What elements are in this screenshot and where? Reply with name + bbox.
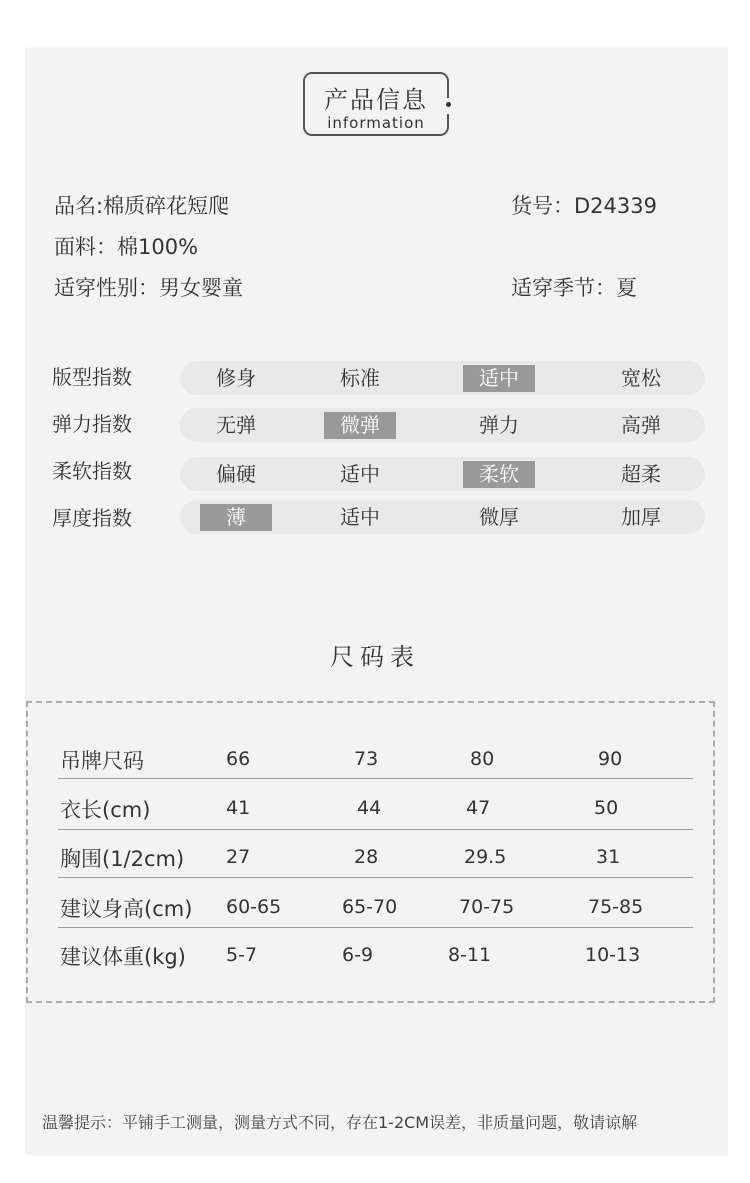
- size-cell: 27: [226, 846, 251, 868]
- index-option: 适中: [340, 462, 380, 486]
- season: 适穿季节：夏: [511, 276, 637, 300]
- size-cell: 47: [466, 797, 491, 819]
- index-option: 修身: [216, 366, 256, 390]
- row-divider: [58, 927, 693, 928]
- index-option-selected: 柔软: [463, 461, 535, 488]
- size-table-title: 尺码表: [330, 643, 420, 671]
- index-option: 适中: [340, 505, 380, 529]
- gender: 适穿性别：男女婴童: [54, 276, 243, 300]
- index-option-selected: 微弹: [324, 412, 396, 439]
- index-option: 宽松: [621, 366, 661, 390]
- size-cell: 60-65: [226, 896, 282, 918]
- size-cell: 90: [598, 748, 623, 770]
- size-row-label: 胸围(1/2cm): [60, 847, 185, 871]
- title-badge: [303, 72, 449, 136]
- size-cell: 5-7: [226, 944, 258, 966]
- index-label: 弹力指数: [52, 412, 132, 436]
- index-option: 偏硬: [216, 462, 256, 486]
- size-cell: 50: [594, 797, 619, 819]
- index-label: 版型指数: [52, 365, 132, 389]
- size-cell: 80: [470, 748, 495, 770]
- badge-dot-decoration: [446, 102, 451, 107]
- size-row-label: 衣长(cm): [60, 798, 151, 822]
- size-cell: 31: [596, 846, 621, 868]
- index-option-selected: 薄: [200, 504, 272, 531]
- size-cell: 28: [354, 846, 379, 868]
- index-option: 高弹: [621, 413, 661, 437]
- size-cell: 65-70: [342, 896, 398, 918]
- size-cell: 10-13: [585, 944, 641, 966]
- size-row-label: 建议体重(kg): [60, 945, 186, 969]
- index-option: 弹力: [479, 413, 519, 437]
- size-cell: 70-75: [459, 896, 515, 918]
- index-option-selected: 适中: [463, 365, 535, 392]
- size-cell: 44: [357, 797, 382, 819]
- index-option: 加厚: [621, 505, 661, 529]
- size-cell: 41: [226, 797, 251, 819]
- title-cn: 产品信息: [324, 86, 428, 114]
- material: 面料：棉100%: [54, 235, 199, 259]
- index-option: 标准: [340, 366, 380, 390]
- title-en: information: [327, 114, 425, 132]
- size-cell: 73: [354, 748, 379, 770]
- size-row-label: 吊牌尺码: [60, 749, 144, 773]
- size-cell: 75-85: [588, 896, 644, 918]
- item-number: 货号：D24339: [511, 194, 657, 218]
- notice-text: 温馨提示：平铺手工测量，测量方式不同，存在1-2CM误差，非质量问题，敬请谅解: [42, 1113, 638, 1132]
- index-option: 无弹: [216, 413, 256, 437]
- index-option: 微厚: [479, 505, 519, 529]
- size-row-label: 建议身高(cm): [60, 897, 193, 921]
- size-cell: 29.5: [464, 846, 507, 868]
- row-divider: [58, 877, 693, 878]
- index-label: 厚度指数: [52, 506, 132, 530]
- index-option: 超柔: [621, 462, 661, 486]
- row-divider: [58, 829, 693, 830]
- row-divider: [58, 778, 693, 779]
- index-label: 柔软指数: [52, 459, 132, 483]
- product-name: 品名:棉质碎花短爬: [54, 194, 230, 218]
- size-cell: 6-9: [342, 944, 374, 966]
- size-cell: 66: [226, 748, 251, 770]
- size-cell: 8-11: [448, 944, 492, 966]
